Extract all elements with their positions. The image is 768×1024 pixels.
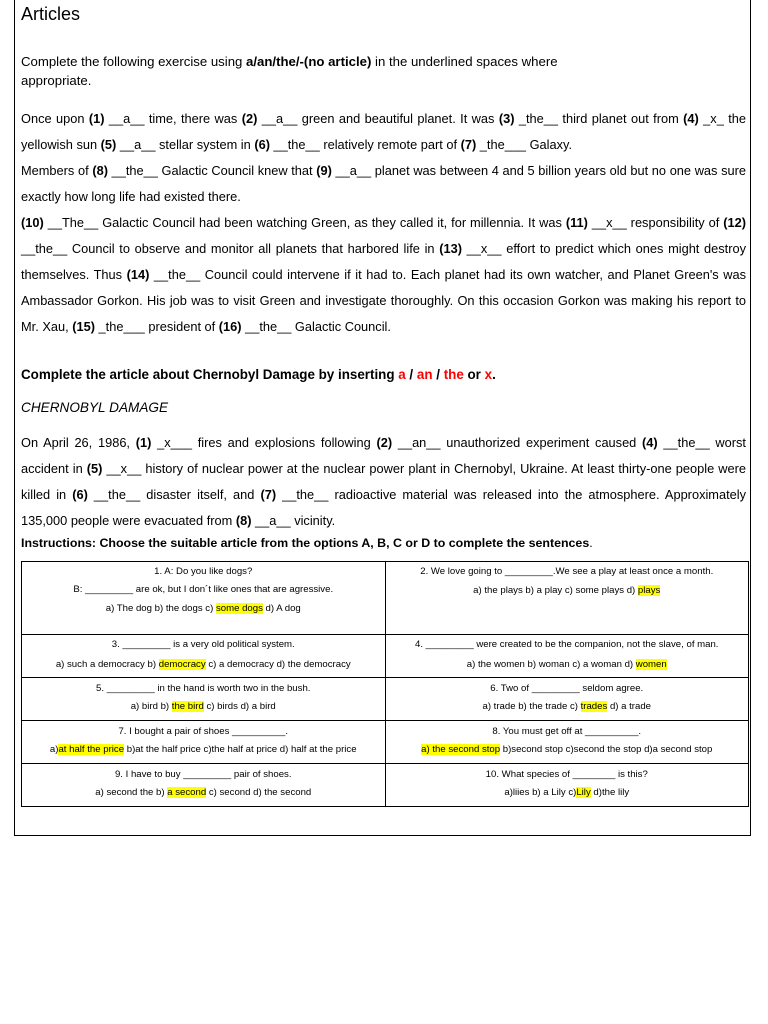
text-run: __The__ Galactic Council had been watching Green, as they called it, for millennia. It was <box>43 215 566 230</box>
text-run: a) such a democracy b) <box>55 659 159 670</box>
text-run: a) the plays b) a play c) some plays d) <box>473 585 638 596</box>
item-number: (5) <box>100 137 117 152</box>
text-run: b)second stop c)second the stop d)a second stop <box>500 744 713 755</box>
text-run: Members of <box>21 163 93 178</box>
question-cell-4 <box>385 635 749 678</box>
highlighted-answer: a) the second stop <box>421 744 501 755</box>
highlighted-answer: trades <box>580 701 608 712</box>
text-run: a) bird b) <box>130 701 172 712</box>
text-run: __x__ responsibility of <box>587 215 724 230</box>
answer-options <box>386 701 749 712</box>
question-cell-2 <box>385 562 749 635</box>
question-cell-3 <box>22 635 386 678</box>
highlighted-answer: women <box>635 659 667 670</box>
story-exercise <box>21 106 746 340</box>
answer-options <box>386 585 749 596</box>
text-run: __the__ Galactic Council. <box>241 319 391 334</box>
highlighted-answer: democracy <box>158 659 206 670</box>
question-text: 2. We love going to _________.We see a play at least once a month. <box>420 566 714 577</box>
text-run: d) A dog <box>262 603 301 614</box>
text-run: a) second the b) <box>95 787 168 798</box>
highlighted-answer: plays <box>637 585 661 596</box>
item-number: (12) <box>723 215 746 230</box>
highlighted-answer: the bird <box>171 701 204 712</box>
question-text: 9. I have to buy _________ pair of shoes. <box>114 769 292 780</box>
question-cell-8 <box>385 721 749 764</box>
text-run: __the__ worst accident in <box>21 435 746 476</box>
text-run: __the__ Council to observe and monitor all planets that harbored life in <box>21 241 440 256</box>
question-text: 6. Two of _________ seldom agree. <box>490 683 644 694</box>
text-run: __the__ Council could intervene if it had to. Each planet had its own watcher, and Planet Green's was Ambassador Gorkon. His job was to visit Green and investigate thoroughly. On this occasion Gorkon was making his report to Mr. Xau, <box>21 267 746 334</box>
item-number: (13) <box>439 241 462 256</box>
item-number: (10) <box>21 215 44 230</box>
text-run: d)the lily <box>590 787 630 798</box>
chernobyl-article <box>21 430 746 534</box>
highlighted-answer: at half the price <box>58 744 125 755</box>
answer-options <box>22 659 385 670</box>
answer-options <box>22 603 385 614</box>
intro-options: a/an/the/-(no article) <box>246 54 372 69</box>
question-text: 8. You must get off at __________. <box>492 726 642 737</box>
text-run: _the___ president of <box>94 319 219 334</box>
question-text: B: _________ are ok, but I don´t like ones that are agressive. <box>73 584 334 595</box>
story-opening: Once upon <box>21 111 89 126</box>
item-number: (1) <box>135 435 152 450</box>
answer-options <box>22 787 385 798</box>
question-text: 4. _________ were created to be the companion, not the slave, of man. <box>415 639 719 650</box>
text-run: __a__ planet was between 4 and 5 billion years old but no one was sure exactly how long life had existed there. <box>21 163 746 204</box>
answer-options <box>386 744 749 755</box>
item-number: (14) <box>126 267 150 282</box>
question-text: 10. What species of ________ is this? <box>485 769 648 780</box>
intro-instructions <box>21 52 581 90</box>
answer-options <box>22 744 385 755</box>
intro-text: Complete the following exercise using <box>21 54 247 69</box>
intro-text-end: in the underlined spaces where appropriate. <box>21 54 558 88</box>
text-run: __a__ green and beautiful planet. It was <box>257 111 499 126</box>
answer-options <box>386 659 749 670</box>
question-cell-7 <box>22 721 386 764</box>
question-text: 1. A: Do you like dogs? <box>154 566 253 577</box>
story-paragraph-1 <box>21 106 746 158</box>
question-text: 5. _________ in the hand is worth two in the bush. <box>96 683 311 694</box>
mcq-table <box>21 561 749 807</box>
item-number: (7) <box>260 487 277 502</box>
text-run: __a__ vicinity. <box>251 513 336 528</box>
item-number: (2) <box>241 111 258 126</box>
item-number: (6) <box>254 137 270 152</box>
question-cell-9 <box>22 764 386 807</box>
question-cell-6 <box>385 678 749 721</box>
text-run: __the__ radioactive material was released into the atmosphere. Approximately 135,000 people were evacuated from <box>21 487 746 528</box>
question-cell-10 <box>385 764 749 807</box>
text-run: __the__ relatively remote part of <box>269 137 461 152</box>
text-run: __a__ time, there was <box>104 111 242 126</box>
item-number: (15) <box>72 319 95 334</box>
text-run: _the__ third planet out from <box>514 111 684 126</box>
text-run: __the__ Galactic Council knew that <box>107 163 317 178</box>
item-number: (2) <box>376 435 393 450</box>
worksheet-page <box>14 0 751 836</box>
text-run: a)liies b) a Lily c) <box>504 787 577 798</box>
text-run: a) <box>49 744 59 755</box>
text-run: a) trade b) the trade c) <box>482 701 581 712</box>
highlighted-answer: some dogs <box>215 603 263 614</box>
story-paragraph-2 <box>21 158 746 210</box>
item-number: (7) <box>460 137 477 152</box>
text-run: On April 26, 1986, <box>21 435 136 450</box>
text-run: __x__ history of nuclear power at the nuclear power plant in Chernobyl, Ukraine. At least thirty-one people were killed in <box>21 461 746 502</box>
item-number: (5) <box>86 461 103 476</box>
chernobyl-heading: Complete the article about Chernobyl Damage by inserting a / an / the or x. <box>21 367 496 382</box>
question-text: 7. I bought a pair of shoes __________. <box>118 726 289 737</box>
text-run: c) a democracy d) the democracy <box>205 659 351 670</box>
item-number: (1) <box>88 111 105 126</box>
question-cell-1 <box>22 562 386 635</box>
item-number: (8) <box>92 163 108 178</box>
text-run: __a__ stellar system in <box>116 137 255 152</box>
chernobyl-paragraph <box>21 430 746 534</box>
question-text: 3. _________ is a very old political system. <box>111 639 295 650</box>
question-cell-5 <box>22 678 386 721</box>
text-run: __the__ disaster itself, and <box>87 487 261 502</box>
highlighted-answer: a second <box>167 787 207 798</box>
text-run: a) the women b) woman c) a woman d) <box>466 659 636 670</box>
text-run: b)at the half price c)the half at price d) half at the price <box>124 744 357 755</box>
story-paragraph-3 <box>21 210 746 340</box>
text-run: _the___ Galaxy. <box>476 137 573 152</box>
item-number: (3) <box>498 111 515 126</box>
page-title: Articles <box>21 4 81 24</box>
text-run: d) a trade <box>607 701 652 712</box>
text-run: c) second d) the second <box>206 787 312 798</box>
text-run: __an__ unauthorized experiment caused <box>392 435 643 450</box>
text-run: __x__ effort to predict which ones might destroy themselves. Thus <box>21 241 747 282</box>
text-run: c) birds d) a bird <box>203 701 276 712</box>
text-run: a) The dog b) the dogs c) <box>105 603 216 614</box>
item-number: (16) <box>218 319 242 334</box>
mcq-instructions: Instructions: Choose the suitable article from the options A, B, C or D to complete the sentences. <box>21 536 593 550</box>
item-number: (4) <box>683 111 699 126</box>
highlighted-answer: Lily <box>576 787 591 798</box>
text-run: _x_ the yellowish sun <box>21 111 746 152</box>
text-run: _x___ fires and explosions following <box>151 435 377 450</box>
item-number: (9) <box>316 163 332 178</box>
chernobyl-subheading: CHERNOBYL DAMAGE <box>21 400 169 415</box>
answer-options <box>22 701 385 712</box>
item-number: (6) <box>72 487 88 502</box>
answer-options <box>386 787 749 798</box>
item-number: (11) <box>565 215 588 230</box>
item-number: (8) <box>235 513 252 528</box>
item-number: (4) <box>642 435 658 450</box>
